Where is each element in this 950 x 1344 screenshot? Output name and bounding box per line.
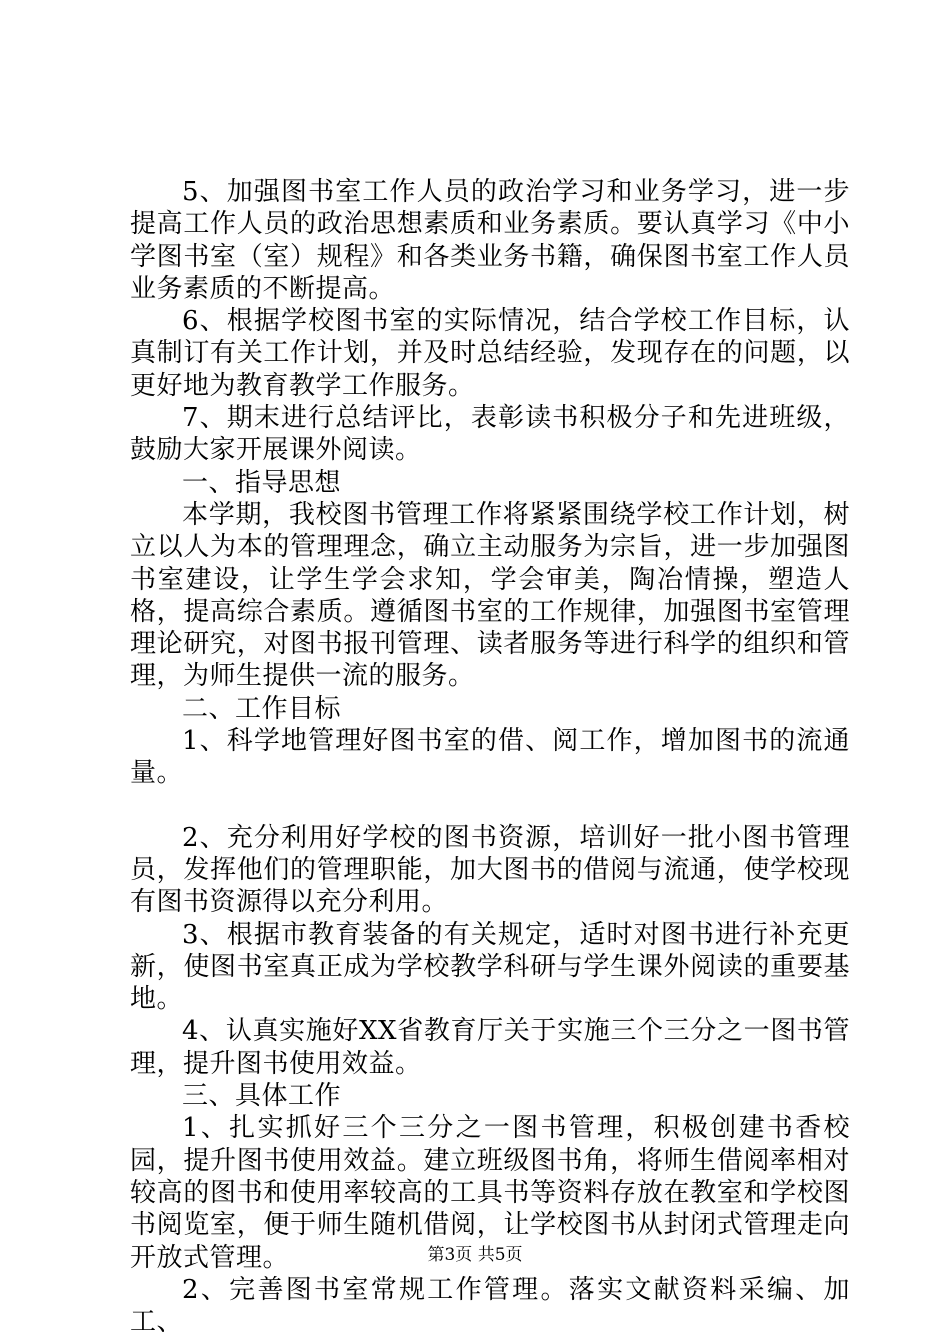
goal-item-2: 2、充分利用好学校的图书资源，培训好一批小图书管理员，发挥他们的管理职能，加大图书的借阅与流通，使学校现有图书资源得以充分利用。	[130, 822, 850, 918]
paragraph-item-5: 5、加强图书室工作人员的政治学习和业务学习，进一步提高工作人员的政治思想素质和业务素质。要认真学习《中小学图书室（室）规程》和各类业务书籍，确保图书室工作人员业务素质的不断提高。	[130, 177, 850, 304]
work-item-2: 2、完善图书室常规工作管理。落实文献资料采编、加工、	[130, 1274, 850, 1338]
paragraph-guiding-ideology: 本学期，我校图书管理工作将紧紧围绕学校工作计划，树立以人为本的管理理念，确立主动服务为宗旨，进一步加强图书室建设，让学生学会求知，学会审美，陶冶情操，塑造人格，提高综合素质。遵循图书室的工作规律，加强图书室管理理论研究，对图书报刊管理、读者服务等进行科学的组织和管理，为师生提供一流的服务。	[130, 499, 850, 692]
goal-item-3: 3、根据市教育装备的有关规定，适时对图书进行补充更新，使图书室真正成为学校教学科研与学生课外阅读的重要基地。	[130, 919, 850, 1015]
goal-item-4: 4、认真实施好XX省教育厅关于实施三个三分之一图书管理，提升图书使用效益。	[130, 1016, 850, 1079]
section-heading-specific-work: 三、具体工作	[182, 1081, 342, 1112]
document-body	[130, 176, 850, 1338]
paragraph-item-6: 6、根据学校图书室的实际情况，结合学校工作目标，认真制订有关工作计划，并及时总结经验，发现存在的问题，以更好地为教育教学工作服务。	[130, 306, 850, 401]
paragraph-item-7: 7、期末进行总结评比，表彰读书积极分子和先进班级，鼓励大家开展课外阅读。	[130, 403, 850, 466]
page-number-footer: 第3页 共5页	[427, 1245, 523, 1265]
work-item-1: 1、扎实抓好三个三分之一图书管理，积极创建书香校园，提升图书使用效益。建立班级图书角，将师生借阅率相对较高的图书和使用率较高的工具书等资料存放在教室和学校图书阅览室，便于师生随机借阅，让学校图书从封闭式管理走向开放式管理。	[130, 1113, 850, 1273]
section-heading-work-goals: 二、工作目标	[182, 693, 342, 724]
section-heading-guiding-ideology: 一、指导思想	[182, 467, 342, 498]
blank-line	[130, 790, 850, 822]
goal-item-1: 1、科学地管理好图书室的借、阅工作，增加图书的流通量。	[130, 726, 850, 789]
